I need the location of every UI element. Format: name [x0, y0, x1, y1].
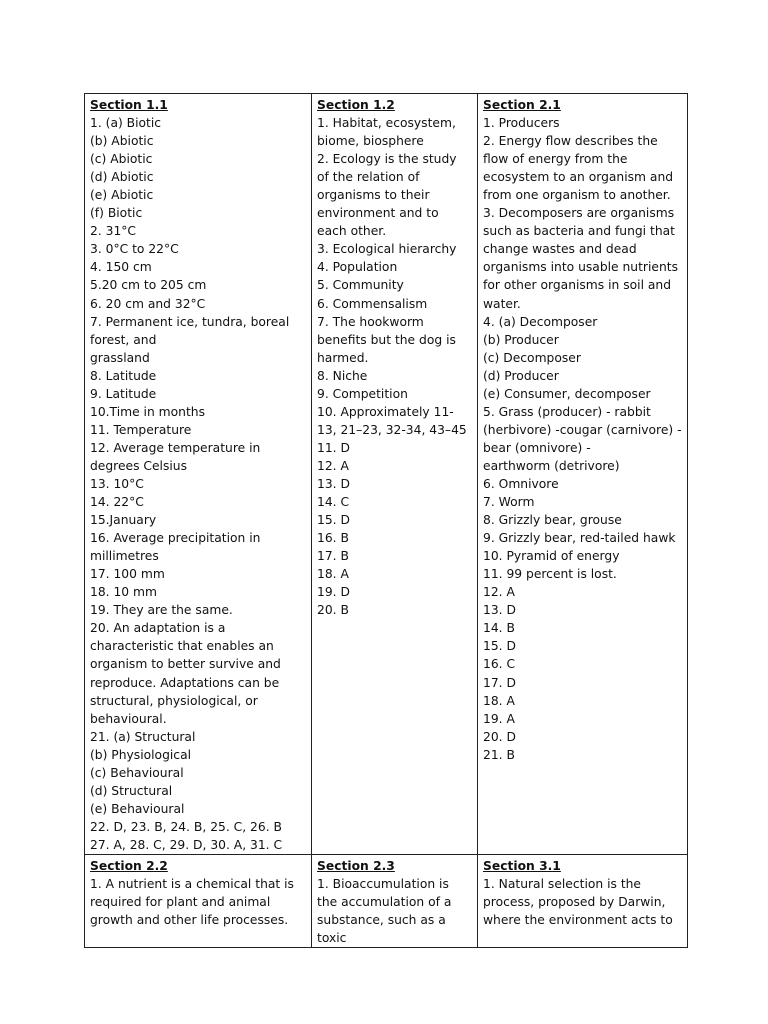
answer-line: 20. B	[317, 603, 349, 618]
answer-line: (c) Behavioural	[90, 765, 184, 780]
answer-line: (b) Physiological	[90, 747, 192, 762]
answer-line: 19. D	[317, 585, 350, 600]
section-cell	[312, 854, 478, 947]
section-title: Section 1.2	[317, 98, 395, 112]
answer-line: 7. The hookworm benefits but the dog is harmed.	[317, 314, 456, 365]
answer-line: 7. Worm	[483, 495, 535, 510]
answer-line: 10. Pyramid of energy	[483, 549, 620, 564]
answer-line: 22. D, 23. B, 24. B, 25. C, 26. B	[90, 819, 282, 834]
answer-line: 27. A, 28. C, 29. D, 30. A, 31. C	[90, 837, 283, 852]
answer-line: 5. Grass (producer) - rabbit (herbivore) -cougar (carnivore) - bear (omnivore) -	[483, 404, 682, 455]
section-title: Section 2.2	[90, 858, 168, 873]
answer-line: (c) Decomposer	[483, 350, 581, 365]
answer-line: 4. 150 cm	[90, 260, 152, 275]
answer-line: 3. 0°C to 22°C	[90, 242, 179, 257]
section-cell	[85, 94, 312, 855]
section-cell	[478, 94, 688, 855]
answer-line: (e) Behavioural	[90, 801, 185, 816]
answer-line: (b) Producer	[483, 332, 559, 347]
section-cell	[478, 854, 688, 947]
answer-line: 9. Latitude	[90, 386, 157, 401]
answer-line: 18. A	[317, 567, 349, 582]
answer-line: (d) Structural	[90, 783, 173, 798]
answer-line: 2. Ecology is the study of the relation of organisms to their environment and to each other.	[317, 152, 457, 239]
answer-line: 14. 22°C	[90, 495, 144, 510]
answer-line: 4. Population	[317, 260, 398, 275]
answer-line: 18. A	[483, 693, 515, 708]
section-cell	[85, 854, 312, 947]
answer-line: 9. Grizzly bear, red-tailed hawk	[483, 531, 676, 546]
answer-line: (b) Abiotic	[90, 134, 154, 149]
answer-line: grassland	[90, 350, 150, 365]
answer-line: 15. D	[483, 639, 516, 654]
answer-line: 11. 99 percent is lost.	[483, 567, 617, 582]
table-row	[85, 94, 688, 855]
answer-line: 12. A	[483, 585, 515, 600]
answer-line: 1. Producers	[483, 116, 560, 131]
answer-line: 10.Time in months	[90, 404, 205, 419]
answer-line: 21. (a) Structural	[90, 729, 196, 744]
answer-line: (e) Abiotic	[90, 188, 154, 203]
answer-line: 13. D	[483, 603, 516, 618]
answer-line: 14. C	[317, 495, 350, 510]
section-title: Section 2.3	[317, 858, 395, 873]
answer-line: 12. A	[317, 458, 349, 473]
answer-line: 6. Omnivore	[483, 476, 559, 491]
answer-line: 13. D	[317, 476, 350, 491]
section-cell	[312, 94, 478, 855]
answer-line: 16. B	[317, 531, 349, 546]
answer-line: 5. Community	[317, 278, 404, 293]
answer-line: (f) Biotic	[90, 206, 143, 221]
answer-line: 18. 10 mm	[90, 585, 157, 600]
answer-line: (d) Producer	[483, 368, 559, 383]
answer-line: 11. Temperature	[90, 422, 192, 437]
answer-line: 13. 10°C	[90, 476, 144, 491]
answer-line: 3. Ecological hierarchy	[317, 242, 457, 257]
answer-line: 17. 100 mm	[90, 567, 165, 582]
section-title: Section 1.1	[90, 98, 168, 112]
answer-line: (d) Abiotic	[90, 170, 154, 185]
answer-line: 14. B	[483, 621, 515, 636]
table-row	[85, 854, 688, 947]
answer-line: 8. Grizzly bear, grouse	[483, 513, 622, 528]
answer-line: (c) Abiotic	[90, 152, 153, 167]
answer-line: 2. 31°C	[90, 224, 137, 239]
answer-line: 19. They are the same.	[90, 603, 233, 618]
answer-line: 11. D	[317, 440, 350, 455]
answer-line: 15. D	[317, 513, 350, 528]
answer-key-table	[84, 93, 688, 948]
answer-line: 1. (a) Biotic	[90, 116, 162, 131]
answer-line: 20. An adaptation is a characteristic that enables an organism to better survive and reproduce. Adaptations can be structural, physiological, or behavioural.	[90, 621, 281, 726]
answer-line: earthworm (detrivore)	[483, 458, 620, 473]
answer-line: 21. B	[483, 747, 515, 762]
answer-line: 17. B	[317, 549, 349, 564]
answer-line: 1. Habitat, ecosystem, biome, biosphere	[317, 116, 456, 149]
answer-line: 15.January	[90, 513, 157, 528]
answer-line: 19. A	[483, 711, 515, 726]
answer-line: (e) Consumer, decomposer	[483, 386, 651, 401]
answer-line: 6. 20 cm and 32°C	[90, 296, 206, 311]
section-title: Section 2.1	[483, 98, 561, 112]
answer-line: 1. Bioaccumulation is the accumulation of a substance, such as a toxic	[317, 877, 452, 946]
answer-line: 2. Energy flow describes the flow of energy from the ecosystem to an organism and from one organism to another.	[483, 134, 674, 203]
answer-line: 16. C	[483, 657, 516, 672]
answer-line: 9. Competition	[317, 386, 408, 401]
answer-line: 6. Commensalism	[317, 296, 428, 311]
answer-line: 3. Decomposers are organisms such as bacteria and fungi that change wastes and dead organisms into usable nutrients for other organisms in soil and water.	[483, 206, 678, 311]
answer-line: 8. Latitude	[90, 368, 157, 383]
answer-line: 17. D	[483, 675, 516, 690]
answer-line: 10. Approximately 11-13, 21–23, 32-34, 43–45	[317, 404, 467, 437]
answer-line: 5.20 cm to 205 cm	[90, 278, 207, 293]
answer-line: 8. Niche	[317, 368, 368, 383]
answer-line: 7. Permanent ice, tundra, boreal forest, and	[90, 314, 290, 347]
section-title: Section 3.1	[483, 858, 561, 873]
answer-line: 1. Natural selection is the process, proposed by Darwin, where the environment acts to	[483, 877, 673, 928]
answer-line: 20. D	[483, 729, 516, 744]
answer-line: 12. Average temperature in degrees Celsius	[90, 440, 261, 473]
answer-line: 16. Average precipitation in millimetres	[90, 531, 261, 564]
answer-line: 1. A nutrient is a chemical that is required for plant and animal growth and other life processes.	[90, 877, 294, 928]
answer-line: 4. (a) Decomposer	[483, 314, 598, 329]
